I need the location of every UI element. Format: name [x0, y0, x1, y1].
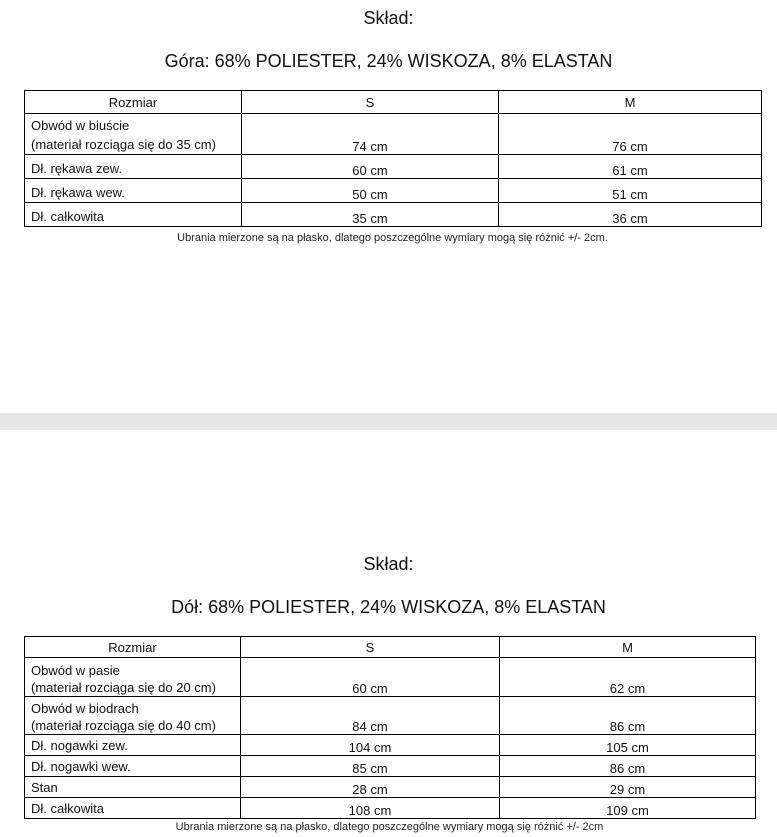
- row-label: Dł. nogawki wew.: [25, 756, 241, 777]
- value-s: 85 cm: [241, 756, 500, 777]
- table-row: [25, 756, 756, 777]
- bottom-heading: Skład:: [363, 554, 414, 574]
- top-measurement-note: Ubrania mierzone są na płasko, dlatego poszczególne wymiary mogą się różnić +/- 2cm.: [177, 232, 608, 244]
- top-size-table: [24, 90, 762, 227]
- row-label-line2: (materiał rozciąga się do 20 cm): [31, 680, 216, 695]
- top-heading: Skład:: [363, 8, 414, 28]
- table-row: [25, 735, 756, 756]
- value-m: 62 cm: [500, 658, 756, 697]
- table-row: [25, 203, 762, 227]
- row-label: Dł. całkowita: [25, 798, 241, 819]
- row-label: [25, 697, 241, 735]
- row-label-line1: Obwód w biodrach: [31, 701, 139, 716]
- row-label: [25, 114, 242, 155]
- table-row: [25, 777, 756, 798]
- value-m: 86 cm: [500, 756, 756, 777]
- table-row: [25, 798, 756, 819]
- section-separator: [0, 413, 777, 430]
- table-row: [25, 658, 756, 697]
- value-s: 74 cm: [242, 114, 499, 155]
- table-header-row: [25, 91, 762, 114]
- header-m: M: [499, 91, 762, 114]
- value-s: 60 cm: [241, 658, 500, 697]
- value-s: 28 cm: [241, 777, 500, 798]
- header-s: S: [242, 91, 499, 114]
- row-label-line1: Obwód w biuście: [31, 118, 130, 133]
- header-s: S: [241, 637, 500, 658]
- top-composition: Góra: 68% POLIESTER, 24% WISKOZA, 8% ELASTAN: [164, 51, 613, 71]
- row-label: Dł. całkowita: [25, 203, 242, 227]
- value-m: 36 cm: [499, 203, 762, 227]
- table-row: [25, 697, 756, 735]
- value-s: 60 cm: [242, 155, 499, 179]
- header-m: M: [500, 637, 756, 658]
- table-row: [25, 114, 762, 155]
- row-label: Dł. rękawa wew.: [25, 179, 242, 203]
- value-m: 29 cm: [500, 777, 756, 798]
- row-label-line2: (materiał rozciąga się do 35 cm): [31, 137, 216, 152]
- bottom-composition: Dół: 68% POLIESTER, 24% WISKOZA, 8% ELASTAN: [171, 597, 606, 617]
- value-m: 76 cm: [499, 114, 762, 155]
- row-label-line1: Obwód w pasie: [31, 663, 120, 678]
- header-size: Rozmiar: [25, 91, 242, 114]
- row-label: [25, 658, 241, 697]
- value-m: 51 cm: [499, 179, 762, 203]
- table-row: [25, 179, 762, 203]
- value-s: 84 cm: [241, 697, 500, 735]
- value-m: 109 cm: [500, 798, 756, 819]
- row-label-line2: (materiał rozciąga się do 40 cm): [31, 718, 216, 733]
- value-s: 108 cm: [241, 798, 500, 819]
- bottom-measurement-note: Ubrania mierzone są na płasko, dlatego poszczególne wymiary mogą się różnić +/- 2cm: [175, 821, 604, 833]
- value-s: 50 cm: [242, 179, 499, 203]
- table-header-row: [25, 637, 756, 658]
- row-label: Stan: [25, 777, 241, 798]
- table-row: [25, 155, 762, 179]
- value-m: 86 cm: [500, 697, 756, 735]
- value-m: 105 cm: [500, 735, 756, 756]
- row-label: Dł. rękawa zew.: [25, 155, 242, 179]
- value-m: 61 cm: [499, 155, 762, 179]
- value-s: 35 cm: [242, 203, 499, 227]
- row-label: Dł. nogawki zew.: [25, 735, 241, 756]
- bottom-size-table: [24, 636, 756, 819]
- value-s: 104 cm: [241, 735, 500, 756]
- header-size: Rozmiar: [25, 637, 241, 658]
